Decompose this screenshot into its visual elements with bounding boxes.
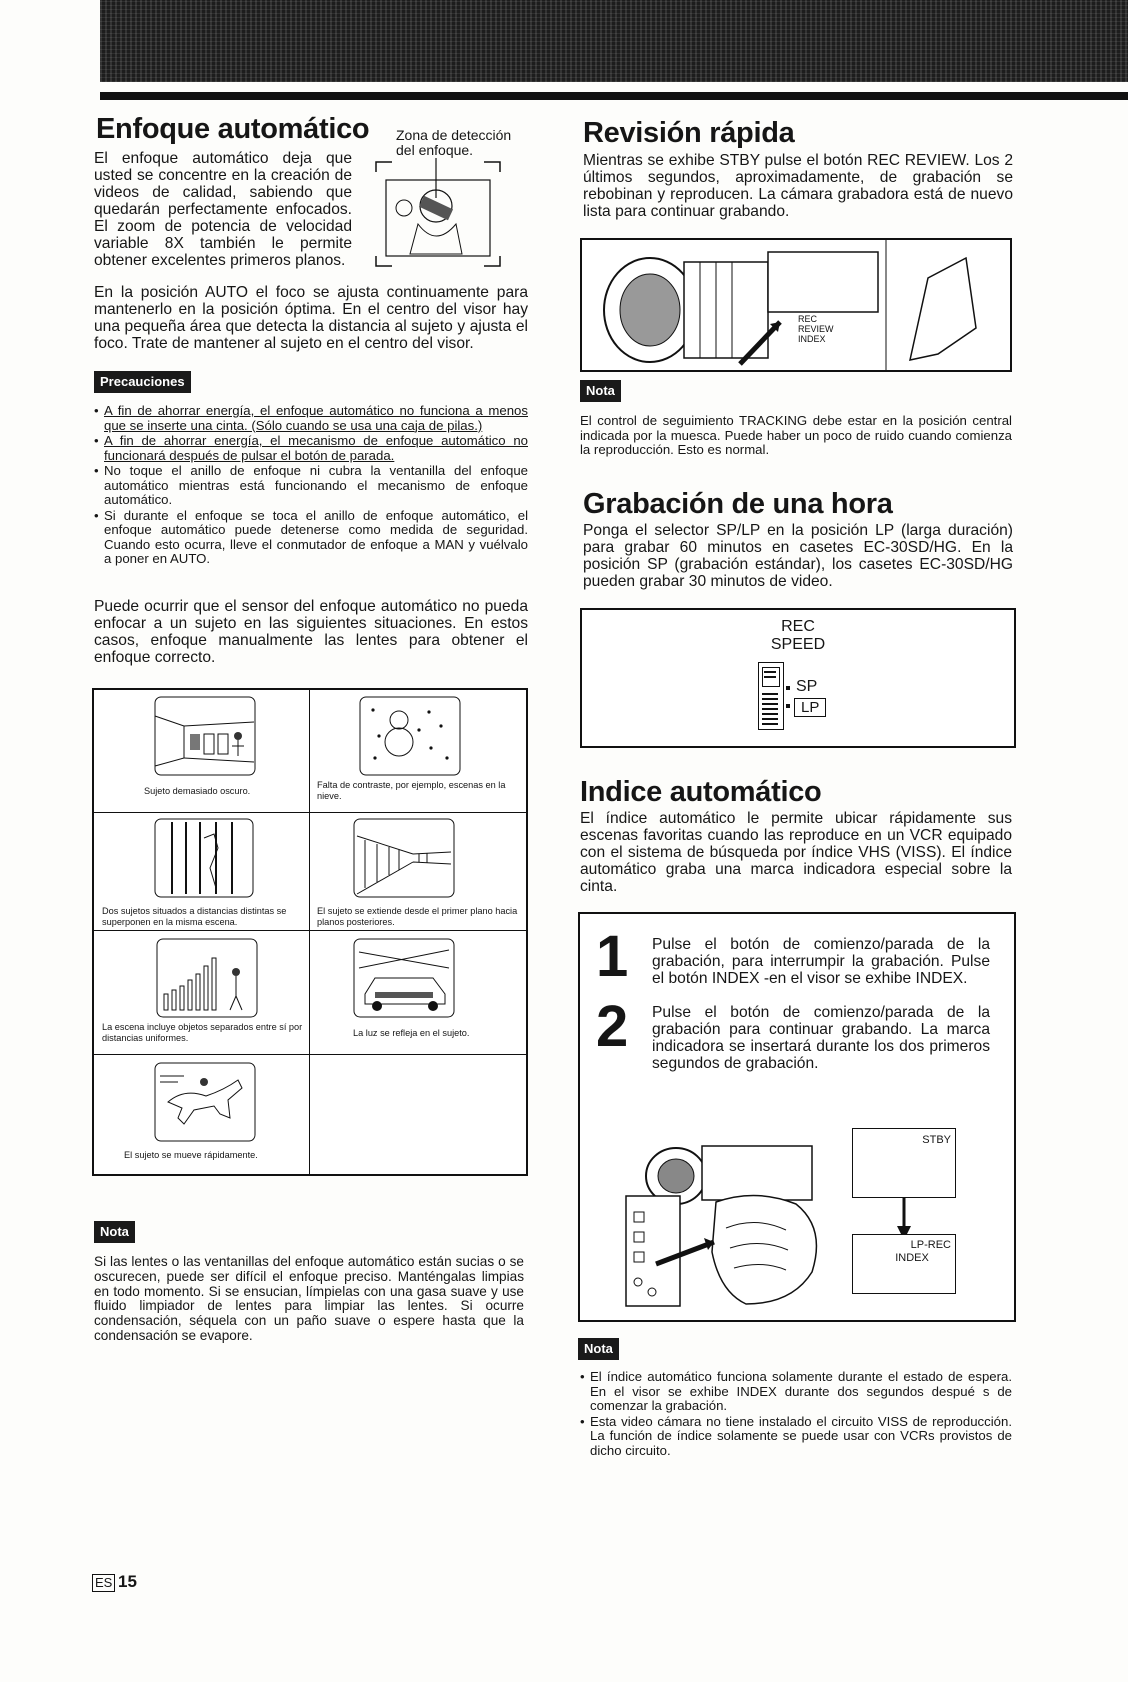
focus-zone-label: Zona de detección del enfoque. <box>396 127 512 158</box>
note-tag-index: Nota <box>578 1338 619 1360</box>
lcd-stby: STBY <box>852 1128 956 1198</box>
step-number: 1 <box>596 924 629 989</box>
review-note: El control de seguimiento TRACKING debe estar en la posición central indicada por la muesca. Puede haber un poco de ruido cuando comienza la reproducción. Esto es normal. <box>580 413 1012 457</box>
fence-perspective-sketch <box>353 818 455 898</box>
car-reflection-sketch <box>353 938 455 1018</box>
autoindex-note-item: • Esta video cámara no tiene instalado el circuito VISS de reproducción. La función de índice solamente se puede usar con VCRs provistos de dicho circuito. <box>580 1415 1012 1459</box>
rec-label: REC <box>798 314 818 324</box>
lcd-lp-rec-index <box>852 1234 956 1294</box>
situation-cell <box>94 812 310 931</box>
review-title: Revisión rápida <box>583 117 795 149</box>
autoindex-text: El índice automático le permite ubicar rápidamente sus escenas favoritas cuando las reproduce en un VCR equipado con el sistema de búsqueda por índice VHS (VISS). El índice automático graba una marca indicadora especial sobre la cinta. <box>580 810 1012 895</box>
autoindex-notes <box>580 1370 1012 1459</box>
note-tag-review: Nota <box>580 380 621 402</box>
autofocus-title: Enfoque automático <box>96 113 370 145</box>
index-label: INDEX <box>798 334 826 344</box>
lp-label: LP <box>794 698 826 717</box>
autofocus-para2: En la posición AUTO el foco se ajusta continuamente para mantenerlo en la posición óptima. En el centro del visor hay una pequeña área que detecta la distancia al sujeto y ajusta el foco. Trate de mantener al sujeto en el centro del visor. <box>94 284 528 352</box>
step-number: 2 <box>596 994 629 1059</box>
situation-caption: La escena incluye objetos separados entre sí por distancias uniformes. <box>102 1022 303 1043</box>
rec-review-illustration <box>580 238 1012 372</box>
precaution-item: • A fin de ahorrar energía, el mecanismo de enfoque automático no funcionará después de pulsar el botón de parada. <box>94 434 528 463</box>
dark-room-sketch <box>154 696 256 776</box>
step-text: Pulse el botón de comienzo/parada de la grabación, para interrumpir la grabación. Pulse el botón INDEX -en el visor se exhibe INDEX. <box>652 936 990 987</box>
review-label: REVIEW <box>798 324 834 334</box>
situations-grid <box>92 688 528 1176</box>
note-tag-left: Nota <box>94 1221 135 1243</box>
header-rule <box>100 92 1128 100</box>
autofocus-note: Si las lentes o las ventanillas del enfoque automático están sucias o se oscurecen, puede ser difícil el enfoque preciso. Manténgalas limpias en todo momento. Si se ensucian, límpielas con una gasa suave y use fluido limpiador de lentes para limpiar las lentes. Si ocurre condensación, séquela con un paño suave o espere hasta que la condensación se evapore. <box>94 1254 524 1343</box>
situation-caption: El sujeto se mueve rápidamente. <box>124 1150 258 1160</box>
sp-label: SP <box>796 678 818 695</box>
situation-cell <box>309 812 526 931</box>
uniform-objects-sketch <box>156 938 258 1018</box>
snow-scene-sketch <box>359 696 461 776</box>
onehour-title: Grabación de una hora <box>583 488 893 520</box>
rec-speed-box <box>580 608 1016 748</box>
precaution-item: • No toque el anillo de enfoque ni cubra la ventanilla del enfoque automático mientras está funcionando el mecanismo de enfoque automático. <box>94 464 528 508</box>
autofocus-intro: El enfoque automático deja que usted se concentre en la creación de videos de calidad, sabiendo que quedarán perfectamente enfocados. El zoom de potencia de velocidad variable 8X también le permite obtener excelentes primeros planos. <box>94 150 352 269</box>
autoindex-title: Indice automático <box>580 776 822 808</box>
situation-cell <box>94 690 310 813</box>
autofocus-para3: Puede ocurrir que el sensor del enfoque automático no pueda enfocar a un sujeto en las siguientes situaciones. En estos casos, enfoque manualmente las lentes para obtener el enfoque correcto. <box>94 598 528 666</box>
step-text: Pulse el botón de comienzo/parada de la grabación para continuar grabando. La marca indicadora se insertará durante los dos primeros segundos de grabación. <box>652 1004 990 1072</box>
situation-caption: La luz se refleja en el sujeto. <box>353 1028 470 1038</box>
review-text: Mientras se exhibe STBY pulse el botón REC REVIEW. Los 2 últimos segundos, aproximadamente, de grabación se rebobinan y reproducen. La cámara grabadora está de nuevo lista para continuar grabando. <box>583 152 1013 220</box>
situation-caption: Sujeto demasiado oscuro. <box>144 786 251 796</box>
index-button-illustration <box>616 1132 836 1310</box>
language-badge: ES <box>92 1574 115 1592</box>
situation-cell <box>94 930 310 1055</box>
autoindex-note-item: • El índice automático funciona solamente durante el estado de espera. En el visor se exhibe INDEX durante dos segundos despué s de comenzar la grabación. <box>580 1370 1012 1414</box>
rec-speed-label-2: SPEED <box>770 636 826 653</box>
situation-caption: Falta de contraste, por ejemplo, escenas en la nieve. <box>317 780 506 801</box>
header-band <box>100 0 1128 82</box>
precautions-list <box>94 404 528 568</box>
situation-cell <box>94 1054 310 1174</box>
lcd-index: INDEX <box>895 1252 929 1264</box>
precaution-item: • Si durante el enfoque se toca el anillo de enfoque automático, el enfoque automático puede detenerse como medida de seguridad. Cuando esto ocurra, lleve el conmutador de enfoque a MAN y vuélvalo a poner en AUTO. <box>94 509 528 567</box>
situation-caption: Dos sujetos situados a distancias distintas se superponen en la misma escena. <box>102 906 287 927</box>
cage-scene-sketch <box>154 818 254 898</box>
autoindex-steps-box <box>578 912 1016 1322</box>
precaution-item: • A fin de ahorrar energía, el enfoque automático no funciona a menos que se inserte una cinta. (Sólo cuando se usa una caja de pilas.) <box>94 404 528 433</box>
situation-cell <box>309 690 526 813</box>
onehour-text: Ponga el selector SP/LP en la posición LP (larga duración) para grabar 60 minutos en casetes EC-30SD/HG. En la posición SP (grabación estándar), los casetes EC-30SD/HG pueden grabar 30 minutos de video. <box>583 522 1013 590</box>
rec-speed-label-1: REC <box>781 618 815 635</box>
lcd-lp-rec: LP-REC <box>910 1239 951 1251</box>
focus-zone-illustration <box>370 158 506 278</box>
page-number: 15 <box>118 1572 137 1591</box>
precautions-tag: Precauciones <box>94 371 191 393</box>
situation-cell <box>309 930 526 1055</box>
sp-lp-switch <box>758 662 784 730</box>
horse-rider-sketch <box>154 1062 256 1142</box>
situation-caption: El sujeto se extiende desde el primer plano hacia planos posteriores. <box>317 906 518 927</box>
